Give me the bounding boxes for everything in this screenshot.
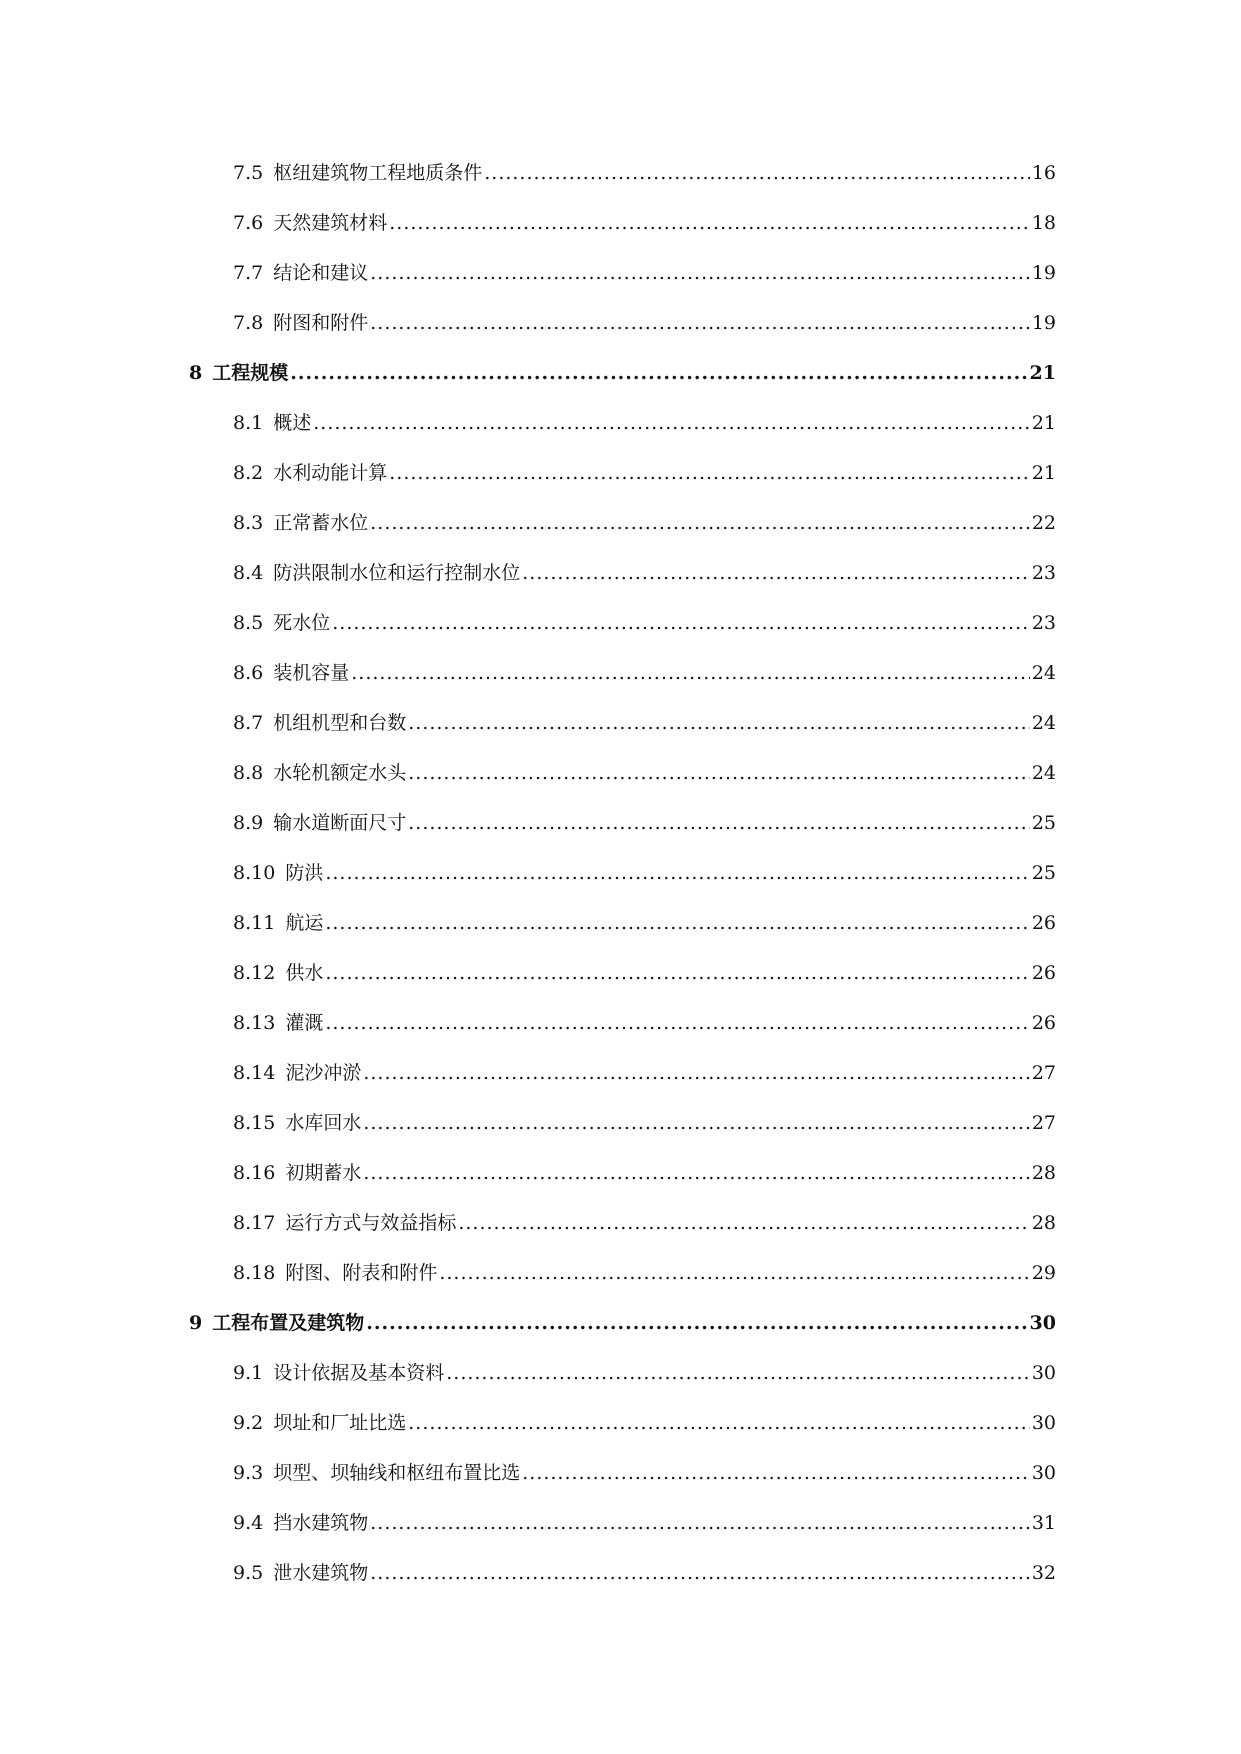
toc-dot-leader (325, 961, 1029, 985)
toc-entry-number: 8.11 (233, 912, 276, 934)
toc-entry-number: 8.10 (233, 862, 276, 884)
toc-dot-leader (313, 411, 1030, 435)
toc-entry-page: 16 (1031, 162, 1056, 184)
toc-entry-title: 装机容量 (273, 662, 350, 684)
toc-entry[interactable] (0, 1211, 1056, 1261)
toc-entry-page: 26 (1031, 1012, 1056, 1034)
toc-entry[interactable] (0, 811, 1056, 861)
toc-dot-leader (332, 611, 1030, 635)
toc-entry-number: 8.2 (233, 462, 264, 484)
toc-dot-leader (366, 1311, 1027, 1335)
toc-entry-number: 7.6 (233, 212, 264, 234)
toc-dot-leader (363, 1161, 1029, 1185)
toc-entry-page: 21 (1031, 412, 1056, 434)
toc-entry-number: 8.14 (233, 1062, 276, 1084)
toc-entry[interactable] (0, 1361, 1056, 1411)
toc-entry-page: 21 (1031, 462, 1056, 484)
toc-chapter-page: 30 (1029, 1312, 1056, 1334)
toc-entry[interactable] (0, 911, 1056, 961)
toc-dot-leader (325, 911, 1029, 935)
toc-entry[interactable] (0, 311, 1056, 361)
toc-entry-number: 8.18 (233, 1262, 276, 1284)
toc-entry-number: 8.7 (233, 712, 264, 734)
toc-chapter-entry[interactable] (0, 361, 1056, 411)
toc-dot-leader (351, 661, 1030, 685)
toc-entry-title: 附图、附表和附件 (285, 1262, 438, 1284)
toc-entry-number: 8.6 (233, 662, 264, 684)
toc-entry[interactable] (0, 261, 1056, 311)
toc-entry-number: 8.16 (233, 1162, 276, 1184)
table-of-contents (0, 161, 1241, 1611)
toc-entry-page: 23 (1031, 612, 1056, 634)
toc-entry-page: 19 (1031, 262, 1056, 284)
toc-entry-page: 24 (1031, 662, 1056, 684)
toc-entry-title: 死水位 (273, 612, 331, 634)
toc-dot-leader (408, 811, 1030, 835)
toc-entry[interactable] (0, 1411, 1056, 1461)
toc-entry-title: 概述 (273, 412, 312, 434)
toc-entry[interactable] (0, 561, 1056, 611)
toc-entry-number: 8.4 (233, 562, 264, 584)
toc-entry-page: 31 (1031, 1512, 1056, 1534)
toc-entry[interactable] (0, 1461, 1056, 1511)
toc-chapter-page: 21 (1029, 362, 1056, 384)
toc-entry[interactable] (0, 1061, 1056, 1111)
toc-entry-page: 26 (1031, 912, 1056, 934)
toc-dot-leader (370, 511, 1030, 535)
toc-entry[interactable] (0, 1261, 1056, 1311)
toc-dot-leader (370, 311, 1030, 335)
toc-entry-page: 29 (1031, 1262, 1056, 1284)
toc-entry-page: 24 (1031, 712, 1056, 734)
toc-dot-leader (522, 1461, 1030, 1485)
toc-entry-number: 8.8 (233, 762, 264, 784)
toc-dot-leader (363, 1061, 1029, 1085)
toc-entry[interactable] (0, 861, 1056, 911)
toc-chapter-title: 工程布置及建筑物 (212, 1312, 365, 1334)
toc-entry-title: 运行方式与效益指标 (285, 1212, 457, 1234)
toc-dot-leader (290, 361, 1027, 385)
toc-chapter-number: 8 (189, 362, 203, 384)
toc-entry-page: 28 (1031, 1212, 1056, 1234)
toc-entry-page: 30 (1031, 1462, 1056, 1484)
toc-entry-number: 7.8 (233, 312, 264, 334)
toc-entry[interactable] (0, 1511, 1056, 1561)
toc-dot-leader (370, 1561, 1030, 1585)
toc-dot-leader (325, 861, 1029, 885)
toc-dot-leader (370, 261, 1030, 285)
toc-entry-title: 灌溉 (285, 1012, 324, 1034)
toc-entry-number: 9.3 (233, 1462, 264, 1484)
toc-entry-title: 泥沙冲淤 (285, 1062, 362, 1084)
toc-entry[interactable] (0, 1111, 1056, 1161)
toc-entry-title: 附图和附件 (273, 312, 369, 334)
toc-dot-leader (408, 1411, 1030, 1435)
toc-entry-page: 23 (1031, 562, 1056, 584)
toc-entry-title: 机组机型和台数 (273, 712, 407, 734)
toc-entry-title: 输水道断面尺寸 (273, 812, 407, 834)
toc-entry[interactable] (0, 661, 1056, 711)
toc-entry-number: 8.15 (233, 1112, 276, 1134)
toc-entry-title: 天然建筑材料 (273, 212, 388, 234)
toc-entry[interactable] (0, 711, 1056, 761)
toc-entry-page: 24 (1031, 762, 1056, 784)
toc-entry-page: 30 (1031, 1362, 1056, 1384)
toc-dot-leader (408, 761, 1030, 785)
toc-entry[interactable] (0, 1161, 1056, 1211)
toc-entry[interactable] (0, 161, 1056, 211)
toc-entry[interactable] (0, 761, 1056, 811)
toc-dot-leader (522, 561, 1030, 585)
toc-entry-number: 8.5 (233, 612, 264, 634)
toc-entry-title: 航运 (285, 912, 324, 934)
toc-entry-title: 挡水建筑物 (273, 1512, 369, 1534)
toc-entry-number: 8.13 (233, 1012, 276, 1034)
toc-entry-page: 27 (1031, 1112, 1056, 1134)
toc-entry-number: 9.5 (233, 1562, 264, 1584)
toc-dot-leader (439, 1261, 1029, 1285)
toc-chapter-number: 9 (189, 1312, 203, 1334)
toc-dot-leader (389, 461, 1030, 485)
toc-entry-title: 结论和建议 (273, 262, 369, 284)
toc-entry-title: 枢纽建筑物工程地质条件 (273, 162, 483, 184)
toc-entry-page: 18 (1031, 212, 1056, 234)
toc-entry-title: 防洪限制水位和运行控制水位 (273, 562, 521, 584)
toc-entry-page: 26 (1031, 962, 1056, 984)
toc-entry-title: 水利动能计算 (273, 462, 388, 484)
toc-entry[interactable] (0, 611, 1056, 661)
toc-entry-number: 8.3 (233, 512, 264, 534)
toc-entry[interactable] (0, 211, 1056, 261)
toc-entry-page: 32 (1031, 1562, 1056, 1584)
toc-entry-title: 设计依据及基本资料 (273, 1362, 445, 1384)
toc-chapter-title: 工程规模 (212, 362, 289, 384)
toc-entry[interactable] (0, 1011, 1056, 1061)
toc-entry-title: 泄水建筑物 (273, 1562, 369, 1584)
toc-dot-leader (325, 1011, 1029, 1035)
toc-entry-number: 8.12 (233, 962, 276, 984)
toc-entry-page: 27 (1031, 1062, 1056, 1084)
toc-entry-page: 25 (1031, 862, 1056, 884)
toc-entry-page: 22 (1031, 512, 1056, 534)
toc-dot-leader (458, 1211, 1029, 1235)
toc-dot-leader (370, 1511, 1030, 1535)
toc-dot-leader (363, 1111, 1029, 1135)
toc-entry-number: 7.5 (233, 162, 264, 184)
toc-entry[interactable] (0, 511, 1056, 561)
toc-entry-number: 7.7 (233, 262, 264, 284)
toc-entry[interactable] (0, 1561, 1056, 1611)
toc-entry-page: 30 (1031, 1412, 1056, 1434)
toc-chapter-entry[interactable] (0, 1311, 1056, 1361)
toc-entry-title: 水库回水 (285, 1112, 362, 1134)
toc-dot-leader (446, 1361, 1030, 1385)
toc-entry-number: 8.9 (233, 812, 264, 834)
toc-entry[interactable] (0, 961, 1056, 1011)
toc-entry-number: 8.1 (233, 412, 264, 434)
toc-entry-title: 初期蓄水 (285, 1162, 362, 1184)
toc-entry-title: 水轮机额定水头 (273, 762, 407, 784)
toc-entry-title: 坝型、坝轴线和枢纽布置比选 (273, 1462, 521, 1484)
toc-entry-number: 9.4 (233, 1512, 264, 1534)
toc-entry-number: 9.1 (233, 1362, 264, 1384)
toc-entry-number: 9.2 (233, 1412, 264, 1434)
toc-entry-page: 19 (1031, 312, 1056, 334)
toc-dot-leader (408, 711, 1030, 735)
toc-entry-number: 8.17 (233, 1212, 276, 1234)
toc-entry-title: 正常蓄水位 (273, 512, 369, 534)
toc-dot-leader (389, 211, 1030, 235)
toc-entry[interactable] (0, 461, 1056, 511)
toc-entry[interactable] (0, 411, 1056, 461)
toc-entry-title: 防洪 (285, 862, 324, 884)
toc-entry-page: 28 (1031, 1162, 1056, 1184)
toc-dot-leader (484, 161, 1030, 185)
toc-entry-title: 坝址和厂址比选 (273, 1412, 407, 1434)
toc-entry-title: 供水 (285, 962, 324, 984)
toc-entry-page: 25 (1031, 812, 1056, 834)
